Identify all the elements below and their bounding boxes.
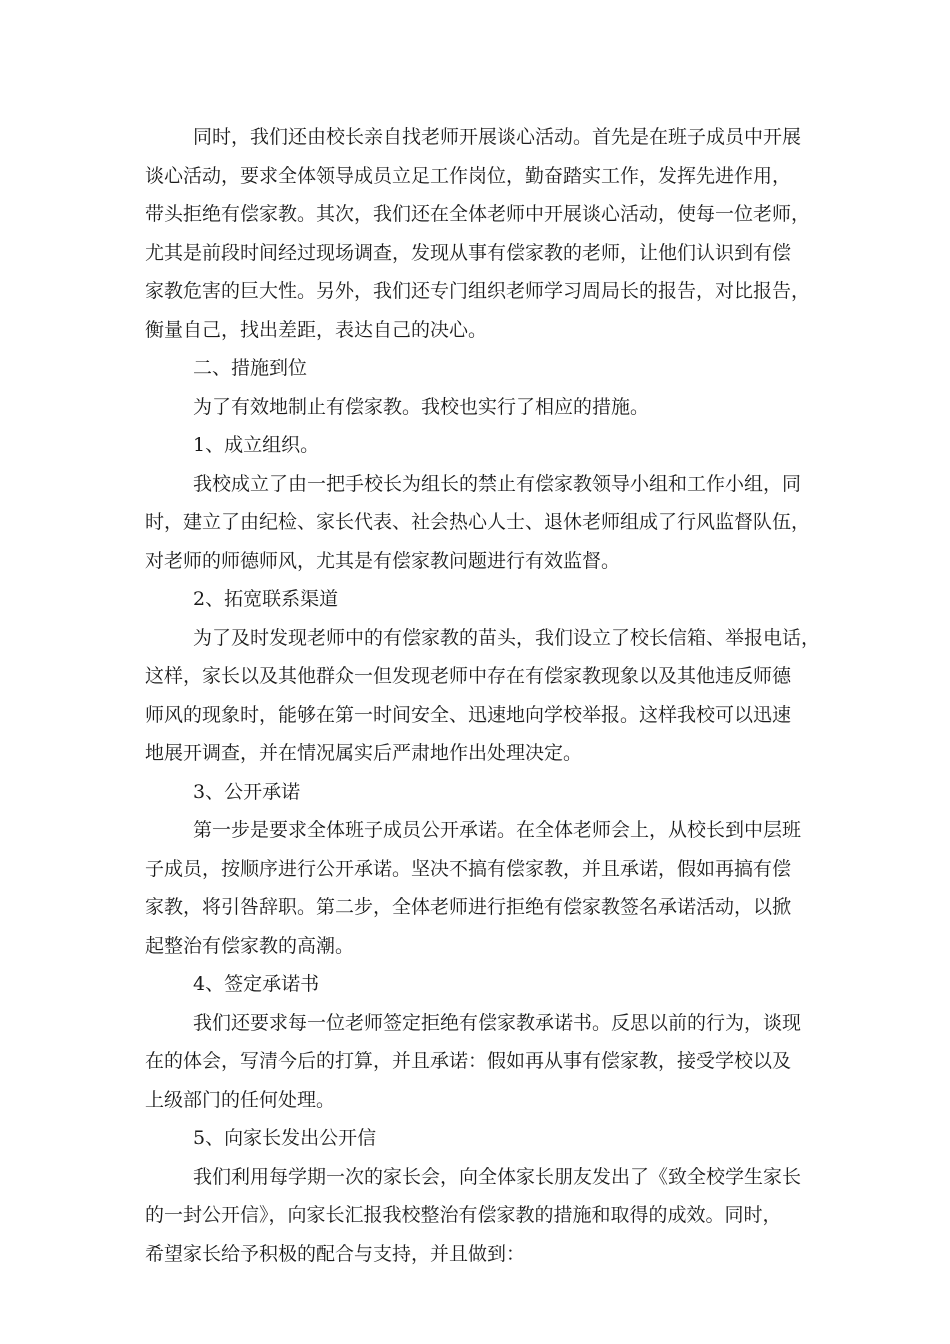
paragraph-line: 的一封公开信》，向家长汇报我校整治有偿家教的措施和取得的成效。同时， <box>145 1204 782 1226</box>
paragraph-line: 这样，家长以及其他群众一但发现老师中存在有偿家教现象以及其他违反师德 <box>145 665 792 687</box>
paragraph-line: 带头拒绝有偿家教。其次，我们还在全体老师中开展谈心活动，使每一位老师， <box>145 203 811 225</box>
paragraph-line: 希望家长给予积极的配合与支持，并且做到： <box>145 1242 526 1265</box>
subsection-heading: 3、公开承诺 <box>193 780 301 803</box>
paragraph-line: 对老师的师德师风，尤其是有偿家教问题进行有效监督。 <box>145 549 621 572</box>
paragraph-line: 我们还要求每一位老师签定拒绝有偿家教承诺书。反思以前的行为，谈现 <box>193 1011 802 1034</box>
paragraph-line: 尤其是前段时间经过现场调查，发现从事有偿家教的老师，让他们认识到有偿 <box>145 241 792 264</box>
paragraph-line: 地展开调查，并在情况属实后严肃地作出处理决定。 <box>145 742 583 764</box>
subsection-heading: 5、向家长发出公开信 <box>193 1127 377 1149</box>
paragraph-line: 第一步是要求全体班子成员公开承诺。在全体老师会上，从校长到中层班 <box>193 819 802 841</box>
paragraph-line: 为了及时发现老师中的有偿家教的苗头，我们设立了校长信箱、举报电话， <box>193 626 821 649</box>
subsection-heading: 2、拓宽联系渠道 <box>193 588 339 610</box>
section-heading: 二、措施到位 <box>193 357 308 379</box>
paragraph-line: 上级部门的任何处理。 <box>145 1088 336 1111</box>
paragraph-line: 谈心活动，要求全体领导成员立足工作岗位，勤奋踏实工作，发挥先进作用， <box>145 164 792 187</box>
paragraph-line: 时，建立了由纪检、家长代表、社会热心人士、退休老师组成了行风监督队伍， <box>145 511 811 533</box>
paragraph-line: 起整治有偿家教的高潮。 <box>145 934 355 957</box>
paragraph-line: 家教，将引咎辞职。第二步，全体老师进行拒绝有偿家教签名承诺活动，以掀 <box>145 896 792 918</box>
subsection-heading: 1、成立组织。 <box>193 434 320 456</box>
paragraph-line: 我们利用每学期一次的家长会，向全体家长朋友发出了《致全校学生家长 <box>193 1165 802 1188</box>
paragraph-line: 师风的现象时，能够在第一时间安全、迅速地向学校举报。这样我校可以迅速 <box>145 703 792 726</box>
paragraph-line: 衡量自己，找出差距，表达自己的决心。 <box>145 318 488 341</box>
paragraph-line: 同时，我们还由校长亲自找老师开展谈心活动。首先是在班子成员中开展 <box>193 126 802 148</box>
paragraph-line: 家教危害的巨大性。另外，我们还专门组织老师学习周局长的报告，对比报告， <box>145 280 811 302</box>
paragraph-line: 我校成立了由一把手校长为组长的禁止有偿家教领导小组和工作小组，同 <box>193 472 802 495</box>
paragraph-line: 在的体会，写清今后的打算，并且承诺：假如再从事有偿家教，接受学校以及 <box>145 1050 792 1072</box>
paragraph-line: 为了有效地制止有偿家教。我校也实行了相应的措施。 <box>193 395 650 418</box>
document-body <box>145 118 825 1273</box>
subsection-heading: 4、签定承诺书 <box>193 973 320 995</box>
paragraph-line: 子成员，按顺序进行公开承诺。坚决不搞有偿家教，并且承诺，假如再搞有偿 <box>145 857 792 880</box>
